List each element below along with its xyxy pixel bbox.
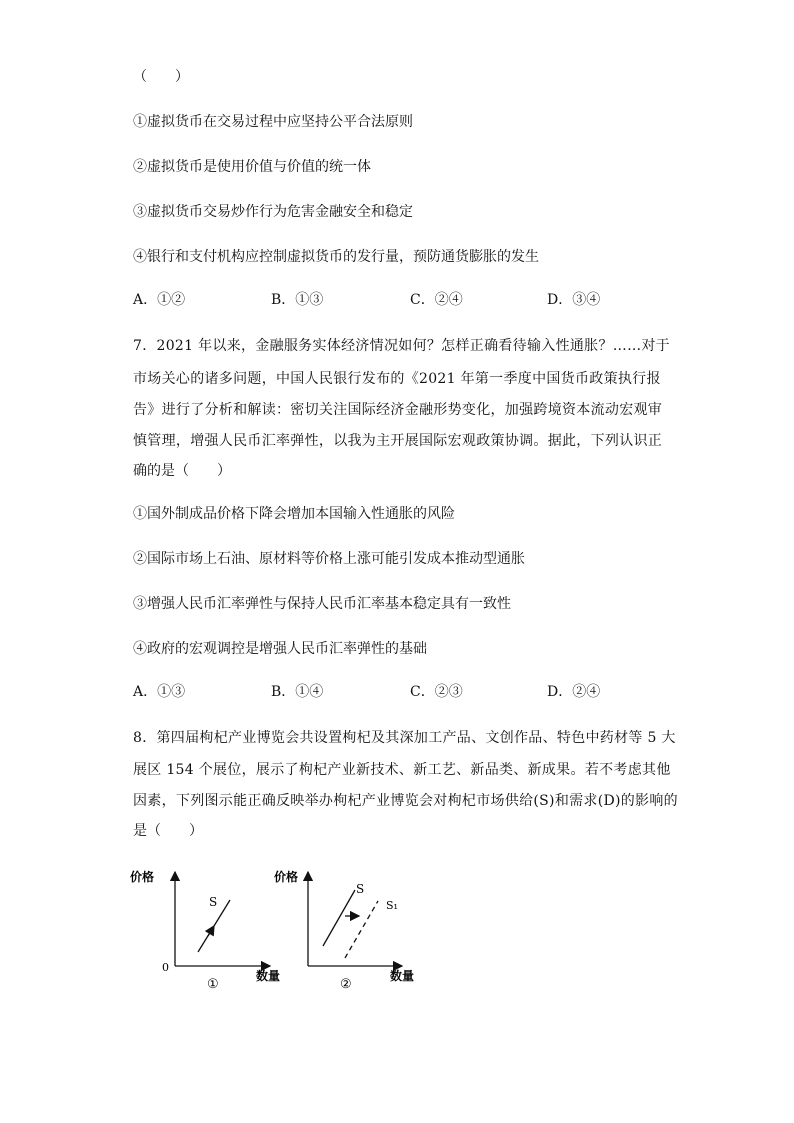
graph-1-number: ① (207, 977, 219, 992)
q6-option-c[interactable]: C．②④ (410, 292, 463, 308)
graph-2-label-s1: S₁ (386, 899, 398, 912)
q7-option-b[interactable]: B．①④ (271, 684, 324, 700)
graph-2-supply-curve-s1 (345, 901, 378, 958)
q6-option-a[interactable]: A．①② (133, 292, 186, 308)
q7-option-a[interactable]: A．①③ (133, 684, 186, 700)
q7-item-2: ②国际市场上石油、原材料等价格上涨可能引发成本推动型通胀 (133, 551, 525, 567)
graph-2 (274, 869, 414, 992)
q7-stem-line-2: 市场关心的诸多问题，中国人民银行发布的《2021 年第一季度中国货币政策执行报 (133, 371, 661, 387)
q6-paren: （ ） (133, 69, 189, 85)
graph-2-supply-curve-s (323, 890, 355, 946)
q6-item-4: ④银行和支付机构应控制虚拟货币的发行量，预防通货膨胀的发生 (133, 249, 539, 265)
q7-item-3: ③增强人民币汇率弹性与保持人民币汇率基本稳定具有一致性 (133, 596, 511, 612)
graph-2-ylabel: 价格 (274, 870, 299, 884)
q7-stem-line-5: 确的是（ ） (133, 463, 231, 479)
q6-option-b[interactable]: B．①③ (271, 292, 324, 308)
graph-1-ylabel: 价格 (130, 870, 155, 884)
q7-item-1: ①国外制成品价格下降会增加本国输入性通胀的风险 (133, 506, 455, 522)
q6-options (133, 289, 653, 309)
q6-item-2: ②虚拟货币是使用价值与价值的统一体 (133, 159, 371, 175)
q8-stem-line-2: 展区 154 个展位，展示了枸杞产业新技术、新工艺、新品类、新成果。若不考虑其他 (133, 762, 671, 778)
q6-item-3: ③虚拟货币交易炒作行为危害金融安全和稳定 (133, 204, 413, 220)
graph-1-xlabel: 数量 (256, 969, 281, 983)
q8-graphs (120, 860, 440, 1000)
graph-1-curve-arrow (208, 926, 214, 936)
graph-2-xlabel: 数量 (390, 969, 415, 983)
q6-option-d[interactable]: D．③④ (547, 292, 601, 308)
graph-2-number: ② (340, 977, 352, 992)
q6-item-1: ①虚拟货币在交易过程中应坚持公平合法原则 (133, 114, 413, 130)
q8-stem-line-4: 是（ ） (133, 823, 203, 839)
graph-1-origin: 0 (162, 961, 169, 974)
graph-1-curve-label: S (209, 895, 218, 909)
graph-2-label-s: S (356, 882, 365, 896)
q7-option-d[interactable]: D．②④ (547, 684, 601, 700)
q7-stem-line-4: 慎管理，增强人民币汇率弹性，以我为主开展国际宏观政策协调。据此，下列认识正 (133, 433, 663, 449)
q8-stem-line-1: 8．第四届枸杞产业博览会共设置枸杞及其深加工产品、文创作品、特色中药材等 5 大 (133, 730, 676, 746)
q8-stem-line-3: 因素，下列图示能正确反映举办枸杞产业博览会对枸杞市场供给(S)和需求(D)的影响的 (133, 793, 678, 809)
graph-1 (130, 869, 280, 992)
q7-item-4: ④政府的宏观调控是增强人民币汇率弹性的基础 (133, 641, 427, 657)
q7-stem-line-1: 7．2021 年以来，金融服务实体经济情况如何？怎样正确看待输入性通胀？……对于 (133, 338, 670, 354)
q7-stem-line-3: 告》进行了分析和解读：密切关注国际经济金融形势变化，加强跨境资本流动宏观审 (133, 402, 663, 418)
q7-option-c[interactable]: C．②③ (410, 684, 463, 700)
q7-options (133, 681, 653, 701)
